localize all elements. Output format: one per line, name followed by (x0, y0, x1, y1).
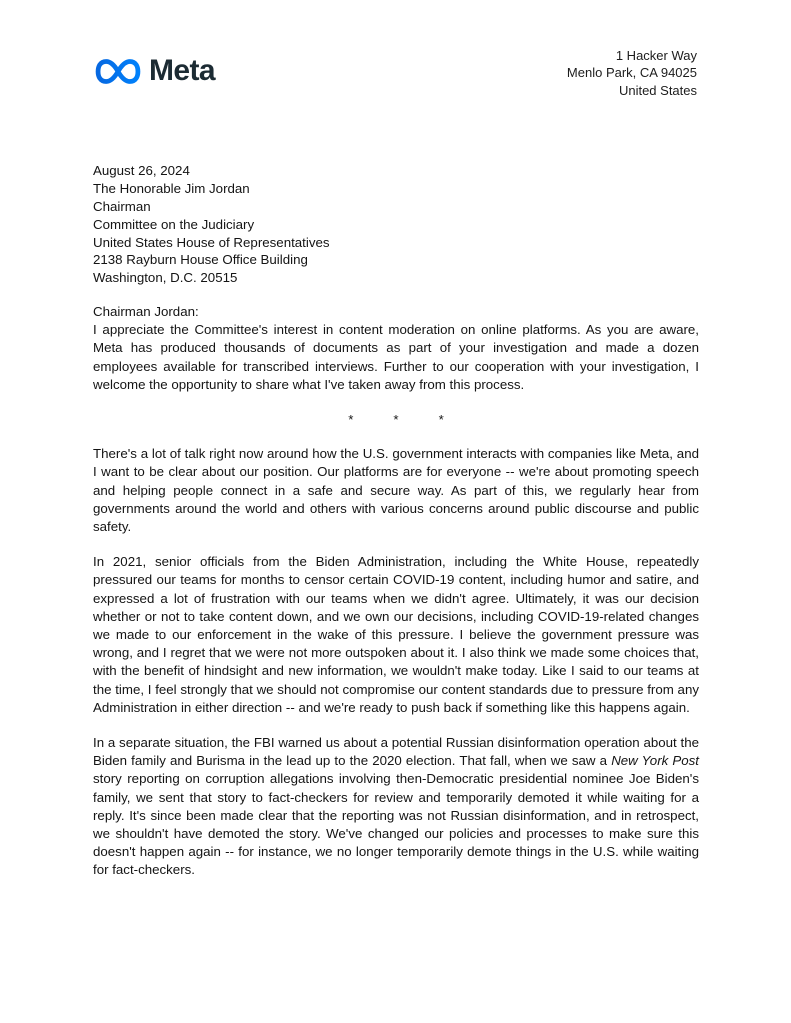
italic-text-run: New York Post (611, 753, 700, 769)
address-line: United States House of Representatives (93, 234, 330, 250)
letter-paragraph (93, 553, 699, 717)
sender-address (567, 47, 697, 99)
text-run: In 2021, senior officials from the Biden Administration, including the White House, repeatedly pressured our teams for months to censor certain COVID-19 content, including humor and satire, and expressed a lot of frustration with our teams when we didn't agree. Ultimately, it was our decision whether or not to take content down, and we own our decisions, including COVID-19-related changes we made to our enforcement in the wake of this pressure. I believe the government pressure was wrong, and I regret that we were not more outspoken about it. I also think we made some choices that, with the benefit of hindsight and new information, we wouldn't make today. Like I said to our teams at the time, I feel strongly that we should not compromise our content standards due to pressure from any Administration in either direction -- and we're ready to push back if something like this happens again. (93, 554, 699, 715)
meta-infinity-icon (95, 57, 141, 86)
address-line: Washington, D.C. 20515 (93, 270, 238, 286)
text-run: In a separate situation, the FBI warned us about a potential Russian disinformation operation about the Biden family and Burisma in the lead up to the 2020 election. That fall, when we saw a (93, 735, 699, 769)
text-run: story reporting on corruption allegations involving then-Democratic presidential nominee Joe Biden's family, we sent that story to fact-checkers for review and temporarily demoted it while waiting for a reply. It's since been made clear that the reporting was not Russian disinformation, and in retrospect, we shouldn't have demoted the story. We've changed our policies and processes to make sure this doesn't happen again -- for instance, we no longer temporarily demote things in the U.S. while waiting for fact-checkers. (93, 771, 699, 878)
letter-body (93, 162, 699, 897)
text-run: * (393, 412, 399, 427)
meta-wordmark: Meta (149, 54, 215, 87)
address-line: 1 Hacker Way (615, 48, 697, 63)
text-run: I appreciate the Committee's interest in content moderation on online platforms. As you are aware, Meta has produced thousands of documents as part of your investigation and made a dozen employees available for transcribed interviews. Further to our cooperation with your investigation, I welcome the opportunity to share what I've taken away from this process. (93, 322, 699, 392)
letter-paragraph (93, 321, 699, 394)
address-line: The Honorable Jim Jordan (93, 181, 250, 197)
letter-paragraph (93, 445, 699, 536)
text-run: * (438, 412, 444, 427)
meta-logo (95, 56, 215, 86)
text-run: * (348, 412, 354, 427)
text-run: There's a lot of talk right now around how the U.S. government interacts with companies like Meta, and I want to be clear about our position. Our platforms are for everyone -- we're about promoting speech and helping people connect in a safe and secure way. As part of this, we regularly hear from governments around the world and others with various concerns around public discourse and public safety. (93, 446, 699, 535)
address-line: Chairman (93, 199, 151, 214)
letter-date: August 26, 2024 (93, 163, 190, 178)
address-line: United States (618, 82, 697, 98)
salutation: Chairman Jordan: (93, 303, 199, 319)
recipient-address (93, 180, 699, 287)
letter-paragraphs (93, 321, 699, 879)
letter-paragraph (93, 734, 699, 880)
address-line: Menlo Park, CA 94025 (566, 65, 697, 81)
section-separator (93, 411, 699, 429)
address-line: Committee on the Judiciary (93, 216, 255, 232)
address-line: 2138 Rayburn House Office Building (93, 252, 308, 268)
